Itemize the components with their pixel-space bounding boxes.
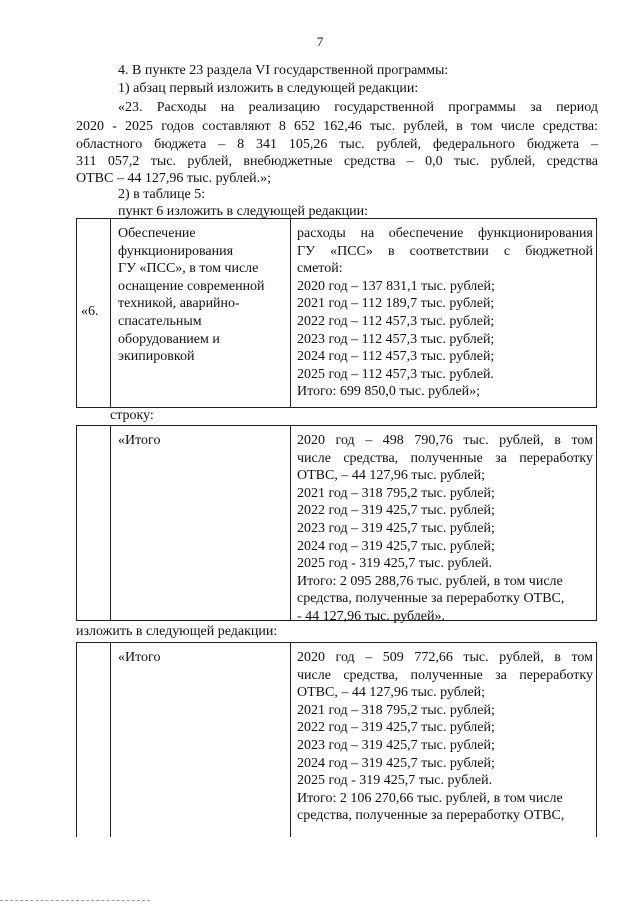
- measure-name: Обеспечение функционирования ГУ «ПСС», в том числе оснащение современной техникой, аварийно- спасательным оборудованием и экипировкой: [118, 226, 265, 365]
- item-4-heading: 4. В пункте 23 раздела VI государственной программы:: [118, 63, 449, 78]
- total-expenses: 2020 год – 509 772,66 тыс. рублей, в том числе средства, полученные за переработку ОТВС, – 44 127,96 тыс. рублей; 2021 год – 318 795,2 тыс. рублей; 2022 год – 319 425,7 тыс. рублей; 2023 год – 319 425,7 тыс. рублей; 2024 год – 319 425,7 тыс. рублей; 2025 год - 319 425,7 тыс. рублей. Итого: 2 106 270,66 тыс. рублей, в том числе средства, полученные за переработку ОТВС,: [297, 650, 593, 824]
- measure-expenses: расходы на обеспечение функционирования ГУ «ПСС» в соответствии с бюджетной сметой: 2020 год – 137 831,1 тыс. рублей; 2021 год – 112 189,7 тыс. рублей; 2022 год – 112 457,3 тыс. рублей; 2023 год – 112 457,3 тыс. рублей; 2024 год – 112 457,3 тыс. рублей; 2025 год – 112 457,3 тыс. рублей. Итого: 699 850,0 тыс. рублей»;: [297, 226, 593, 400]
- footer-divider: [0, 900, 150, 901]
- table-total-new: [76, 642, 597, 837]
- paragraph-line: областного бюджета – 8 341 105,26 тыс. рублей, федерального бюджета –: [76, 137, 598, 152]
- point-6-instruction: пункт 6 изложить в следующей редакции:: [118, 204, 368, 219]
- paragraph-line: 2020 - 2025 годов составляют 8 652 162,46 тыс. рублей, в том числе средства:: [76, 119, 598, 134]
- subitem-1-heading: 1) абзац первый изложить в следующей редакции:: [118, 81, 419, 96]
- row-number: «6.: [81, 304, 99, 319]
- total-expenses: 2020 год – 498 790,76 тыс. рублей, в том числе средства, полученные за переработку ОТВС, – 44 127,96 тыс. рублей; 2021 год – 318 795,2 тыс. рублей; 2022 год – 319 425,7 тыс. рублей; 2023 год – 319 425,7 тыс. рублей; 2024 год – 319 425,7 тыс. рублей; 2025 год - 319 425,7 тыс. рублей. Итого: 2 095 288,76 тыс. рублей, в том числе средства, полученные за переработку ОТВС, - 44 127,96 тыс. рублей».: [297, 433, 593, 624]
- table-point-6: [76, 218, 597, 408]
- paragraph-line: «23. Расходы на реализацию государственной программы за период: [118, 100, 598, 115]
- table-total-old: [76, 425, 597, 624]
- paragraph-line: ОТВС – 44 127,96 тыс. рублей.»;: [76, 171, 272, 186]
- row-label: строку:: [110, 408, 154, 423]
- new-edition-label: изложить в следующей редакции:: [76, 624, 278, 639]
- paragraph-line: 311 057,2 тыс. рублей, внебюджетные средства – 0,0 тыс. рублей, средства: [76, 154, 598, 169]
- total-label: «Итого: [118, 433, 161, 448]
- total-label: «Итого: [118, 650, 161, 665]
- page-number: 7: [316, 34, 324, 49]
- subitem-2-heading: 2) в таблице 5:: [118, 187, 206, 202]
